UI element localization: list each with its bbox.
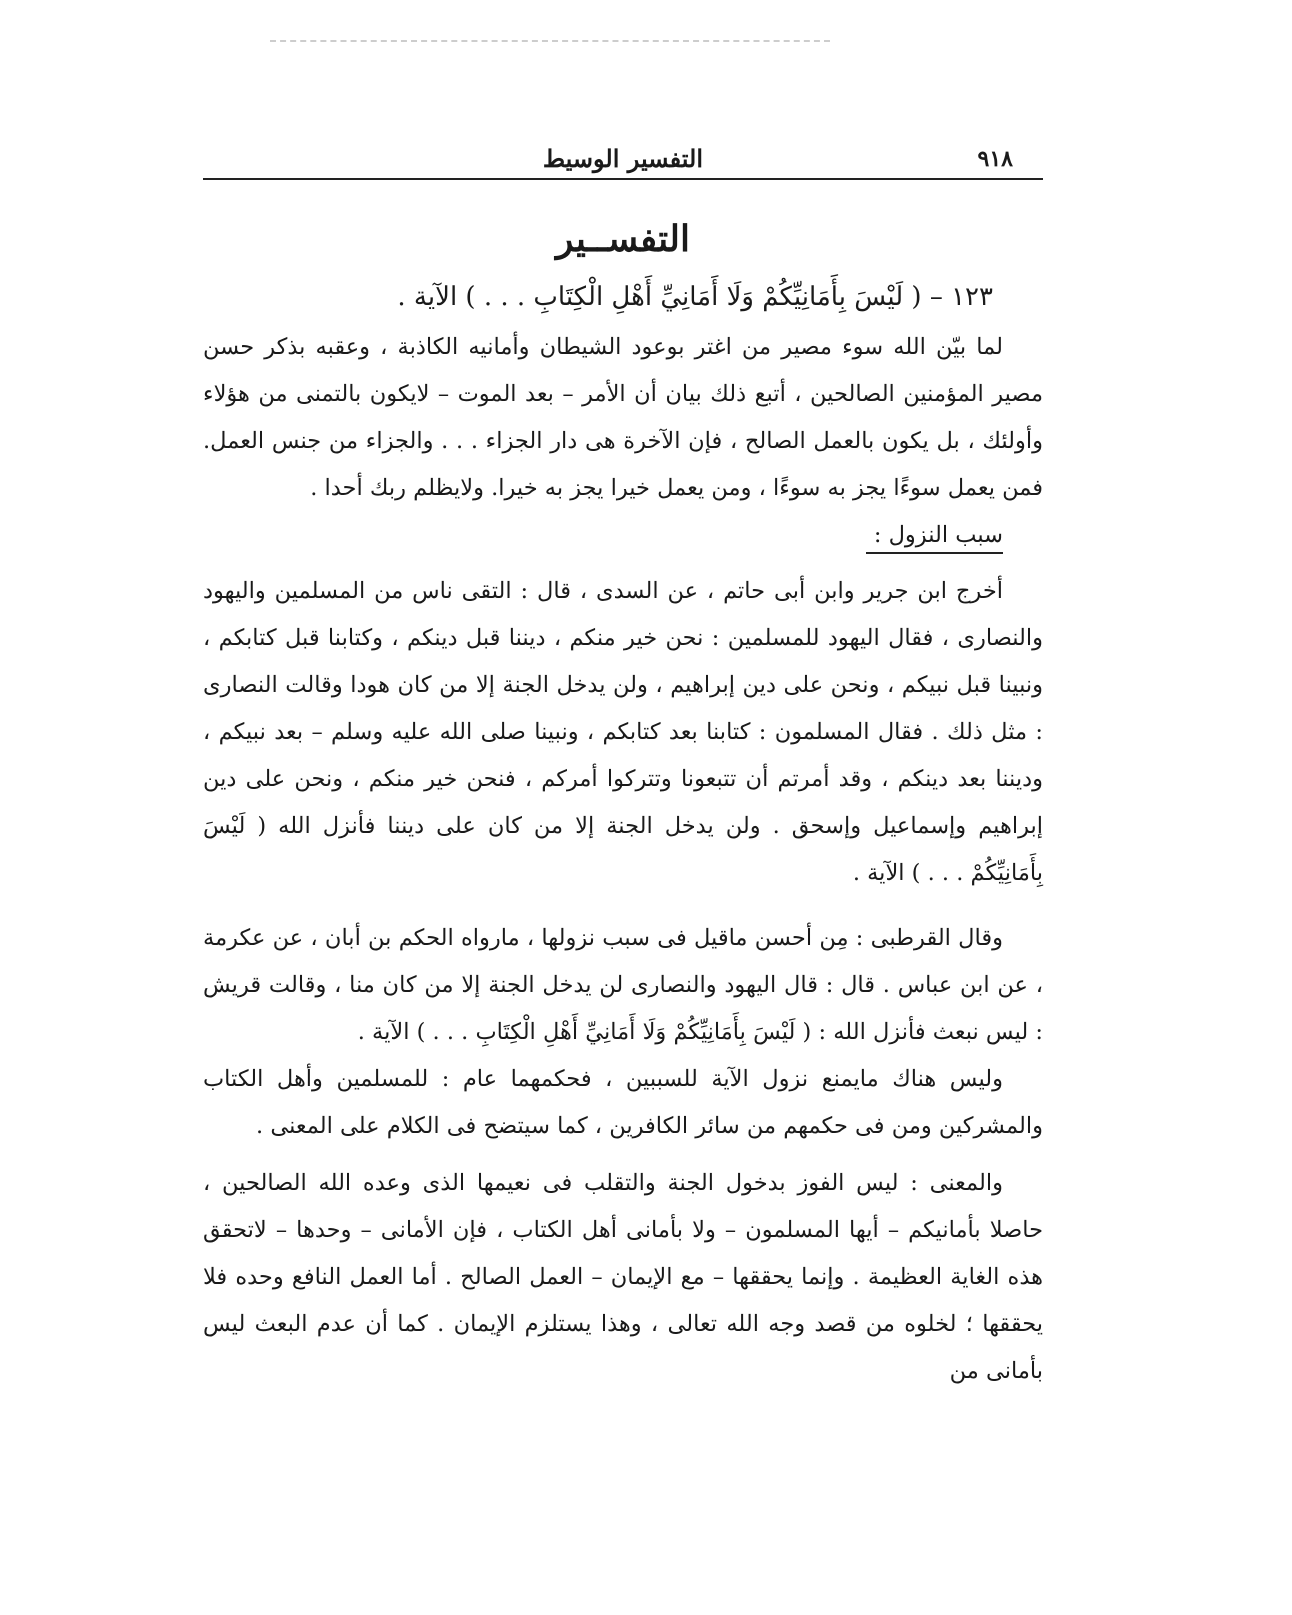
verse-reference: ١٢٣ – ( لَيْسَ بِأَمَانِيِّكُمْ وَلَا أَمَانِيِّ أَهْلِ الْكِتَابِ . . . ) الآية . (397, 282, 993, 312)
cause-paragraph-1: أخرج ابن جرير وابن أبى حاتم ، عن السدى ، قال : التقى ناس من المسلمين واليهود والنصارى ، فقال اليهود للمسلمين : نحن خير منكم ، ديننا قبل دينكم ، وكتابنا قبل كتابكم ، ونبينا قبل نبيكم ، ونحن على دين إبراهيم ، ولن يدخل الجنة إلا من كان هودا وقالت النصارى : مثل ذلك . فقال المسلمون : كتابنا بعد كتابكم ، ونبينا صلى الله عليه وسلم – بعد نبيكم ، وديننا بعد دينكم ، وقد أمرتم أن تتبعونا وتتركوا أمركم ، فنحن خير منكم ، ونحن على دين إبراهيم وإسماعيل وإسحق . ولن يدخل الجنة إلا من كان على ديننا فأنزل الله ( لَيْسَ بِأَمَانِيِّكُمْ . . . ) الآية . (203, 578, 1043, 886)
book-title: التفسير الوسيط (542, 144, 703, 173)
section-title: التفســير (556, 218, 690, 260)
intro-paragraph: لما بيّن الله سوء مصير من اغتر بوعود الشيطان وأمانيه الكاذبة ، وعقبه بذكر حسن مصير المؤمنين الصالحين ، أتبع ذلك بيان أن الأمر – بعد الموت – لايكون بالتمنى من هؤلاء وأولئك ، بل يكون بالعمل الصالح ، فإن الآخرة هى دار الجزاء . . . والجزاء من جنس العمل. فمن يعمل سوءًا يجز به سوءًا ، ومن يعمل خيرا يجز به خيرا. ولايظلم ربك أحدا . (203, 334, 1043, 501)
page-number: ٩١٨ (977, 146, 1013, 172)
paragraph-gap (203, 1150, 1043, 1160)
subheading-cause-of-revelation: سبب النزول : (866, 522, 1003, 554)
book-page (203, 140, 1043, 1395)
cause-paragraph-3: وليس هناك مايمنع نزول الآية للسببين ، فحكمهما عام : للمسلمين وأهل الكتاب والمشركين ومن فى حكمهم من سائر الكافرين ، كما سيتضح فى الكلام على المعنى . (203, 1066, 1043, 1139)
paragraph-gap (203, 897, 1043, 915)
subheading-row (203, 512, 1043, 568)
cause-paragraph-2: وقال القرطبى : مِن أحسن ماقيل فى سبب نزولها ، مارواه الحكم بن أبان ، عن عكرمة ، عن ابن عباس . قال : قال اليهود والنصارى لن يدخل الجنة إلا من كان منا ، وقالت قريش : ليس نبعث فأنزل الله : ( لَيْسَ بِأَمَانِيِّكُمْ وَلَا أَمَانِيِّ أَهْلِ الْكِتَابِ . . . ) الآية . (203, 925, 1043, 1045)
running-header (203, 140, 1043, 180)
meaning-paragraph: والمعنى : ليس الفوز بدخول الجنة والتقلب فى نعيمها الذى وعده الله الصالحين ، حاصلا بأمانيكم – أيها المسلمون – ولا بأمانى أهل الكتاب ، فإن الأمانى – وحدها – لاتحقق هذه الغاية العظيمة . وإنما يحققها – مع الإيمان – العمل الصالح . أما العمل النافع وحده فلا يحققها ؛ لخلوه من قصد وجه الله تعالى ، وهذا يستلزم الإيمان . كما أن عدم البعث ليس بأمانى من (203, 1170, 1043, 1384)
scan-artifact-dashes (270, 40, 830, 44)
